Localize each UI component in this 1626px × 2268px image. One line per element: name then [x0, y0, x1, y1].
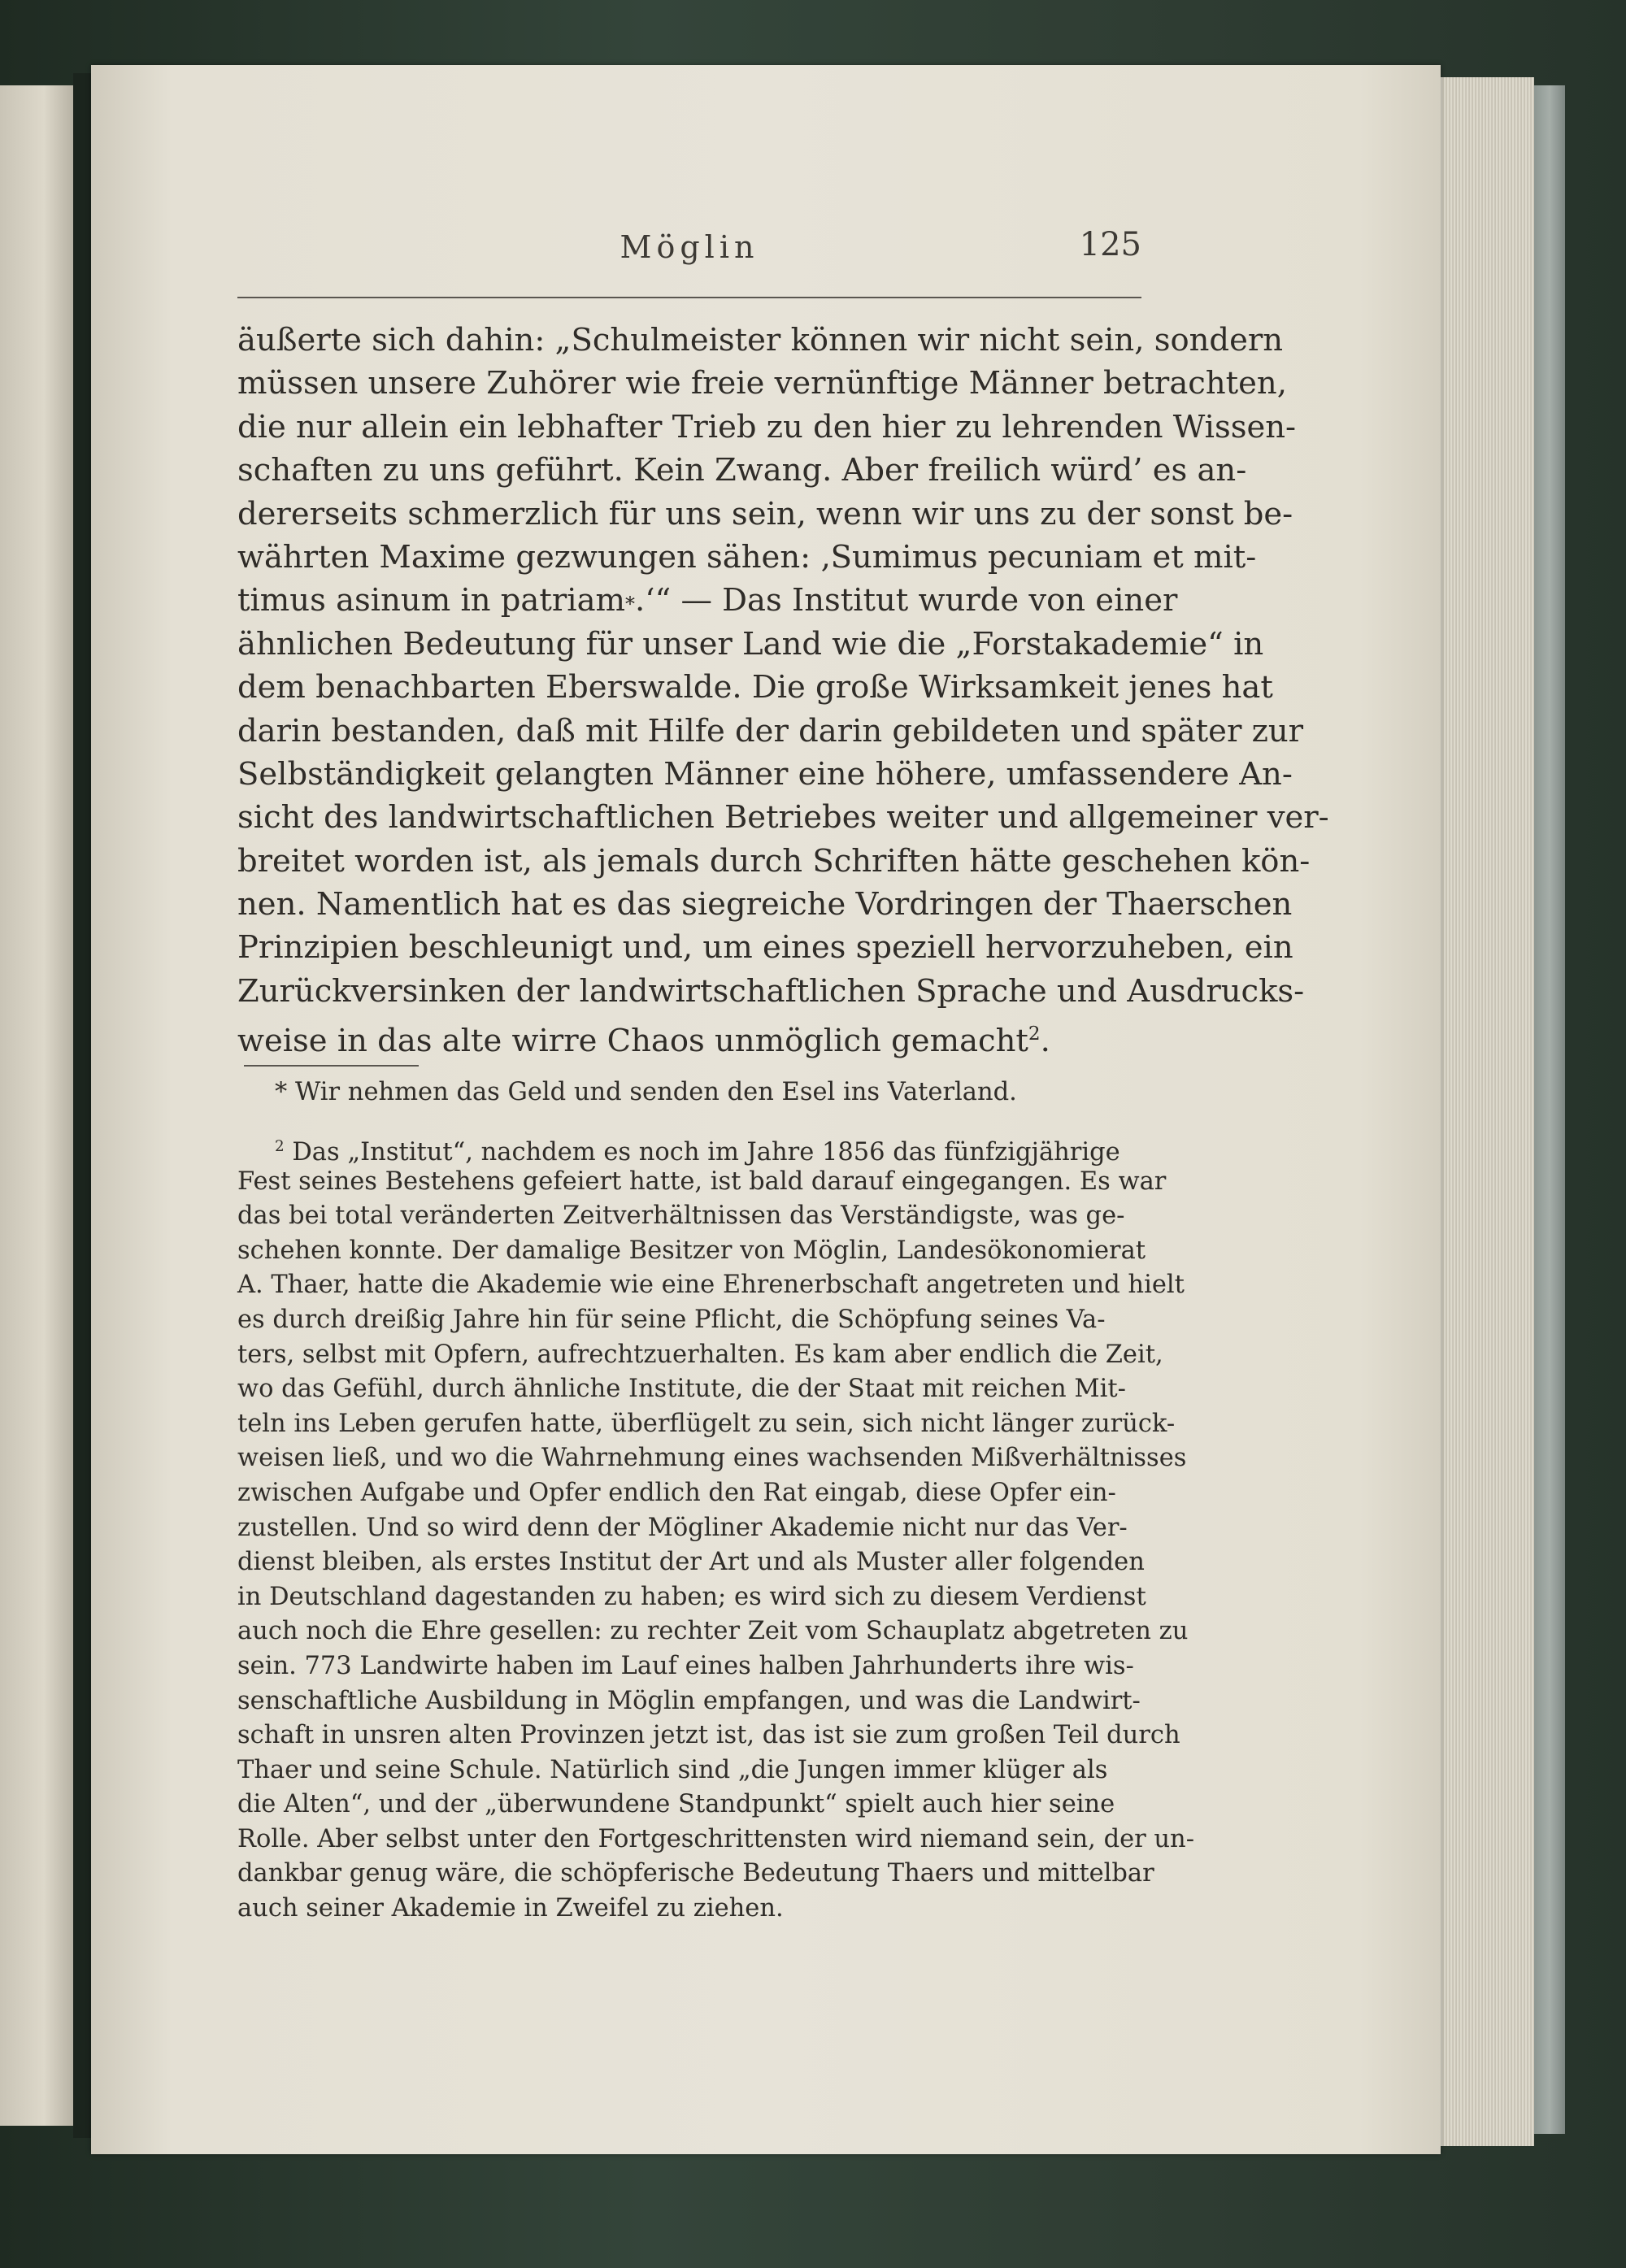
footnote-star-text: Wir nehmen das Geld und senden den Esel ins Vaterland.: [294, 1078, 1017, 1106]
footnote-line: auch seiner Akademie in Zweifel zu ziehen.: [237, 1894, 784, 1923]
footnote-2: [237, 1130, 1195, 1927]
footnote-line: zwischen Aufgabe und Opfer endlich den Rat eingab, diese Opfer ein-: [237, 1478, 1116, 1507]
text-line-start: timus asinum in patriam: [237, 582, 626, 619]
header-rule: [237, 297, 1141, 298]
footnote-line: auch noch die Ehre gesellen: zu rechter Zeit vom Schauplatz abgetreten zu: [237, 1617, 1189, 1646]
footnote-line: A. Thaer, hatte die Akademie wie eine Ehrenerbschaft angetreten und hielt: [237, 1271, 1185, 1300]
footnote-line: Rolle. Aber selbst unter den Fortgeschrittensten wird niemand sein, der un-: [237, 1824, 1195, 1853]
text-line-start: weise in das alte wirre Chaos unmöglich gemacht: [237, 1023, 1028, 1060]
footnote-line: Thaer und seine Schule. Natürlich sind „die Jungen immer klüger als: [237, 1755, 1108, 1784]
footnote-line: das bei total veränderten Zeitverhältnissen das Verständigste, was ge-: [237, 1201, 1125, 1231]
footnote-line: wo das Gefühl, durch ähnliche Institute, die der Staat mit reichen Mit-: [237, 1375, 1126, 1404]
footnote-line: schehen konnte. Der damalige Besitzer von Möglin, Landesökonomierat: [237, 1236, 1146, 1265]
footnotes: [237, 1073, 1195, 1927]
text-line: breitet worden ist, als jemals durch Schriften hätte geschehen kön-: [237, 842, 1311, 880]
page-number: 125: [1079, 226, 1141, 263]
footnote-line: [237, 1130, 1144, 1165]
text-line: ähnlichen Bedeutung für unser Land wie die „Forstakademie“ in: [237, 625, 1264, 663]
running-title: Möglin: [620, 229, 759, 265]
back-cover-board: [1534, 85, 1565, 2134]
footnote-line: teln ins Leben gerufen hatte, überflügelt zu sein, sich nicht länger zurück-: [237, 1409, 1176, 1438]
main-text: [237, 319, 1329, 1060]
text-line-end: .‘“ — Das Institut wurde von einer: [635, 582, 1178, 619]
footnote-line: es durch dreißig Jahre hin für seine Pflicht, die Schöpfung seines Va-: [237, 1305, 1106, 1334]
footnote-line: dankbar genug wäre, die schöpferische Bedeutung Thaers und mittelbar: [237, 1859, 1154, 1888]
footnote-line: die Alten“, und der „überwundene Standpunkt“ spielt auch hier seine: [237, 1790, 1115, 1819]
footnote-marker: *: [625, 593, 636, 616]
book-gutter: [73, 73, 91, 2138]
text-line: währten Maxime gezwungen sähen: ‚Sumimus pecuniam et mit-: [237, 538, 1257, 576]
text-line: Prinzipien beschleunigt und, um eines speziell hervorzuheben, ein: [237, 929, 1293, 967]
footnote-rule: [244, 1065, 419, 1067]
text-line: sicht des landwirtschaftlichen Betriebes weiter und allgemeiner ver-: [237, 799, 1329, 836]
page-block-edges: [1441, 77, 1534, 2146]
footnote-line: sein. 773 Landwirte haben im Lauf eines halben Jahrhunderts ihre wis-: [237, 1651, 1134, 1680]
text-line: Selbständigkeit gelangten Männer eine höhere, umfassendere An-: [237, 755, 1293, 793]
text-line: darin bestanden, daß mit Hilfe der darin gebildeten und später zur: [237, 712, 1304, 749]
text-line: Zurückversinken der landwirtschaftlichen Sprache und Ausdrucks-: [237, 972, 1305, 1010]
footnote-reference: 2: [1028, 1023, 1041, 1045]
text-line: schaften zu uns geführt. Kein Zwang. Aber freilich würd’ es an-: [237, 452, 1247, 489]
text-line: dererseits schmerzlich für uns sein, wenn wir uns zu der sonst be-: [237, 495, 1293, 532]
footnote-line: schaft in unsren alten Provinzen jetzt ist, das ist sie zum großen Teil durch: [237, 1721, 1180, 1750]
text-line: [237, 579, 1178, 622]
text-line: dem benachbarten Eberswalde. Die große Wirksamkeit jenes hat: [237, 669, 1273, 706]
footnote-line: dienst bleiben, als erstes Institut der Art und als Muster aller folgenden: [237, 1548, 1145, 1577]
footnote-line: zustellen. Und so wird denn der Mögliner Akademie nicht nur das Ver-: [237, 1513, 1128, 1542]
text-line: [237, 1013, 1144, 1060]
previous-page-edge: [0, 85, 73, 2126]
footnote-line: in Deutschland dagestanden zu haben; es wird sich zu diesem Verdienst: [237, 1582, 1146, 1611]
text-line: nen. Namentlich hat es das siegreiche Vordringen der Thaerschen: [237, 886, 1293, 923]
text-line: die nur allein ein lebhafter Trieb zu den hier zu lehrenden Wissen-: [237, 408, 1297, 445]
footnote-line: ters, selbst mit Opfern, aufrechtzuerhalten. Es kam aber endlich die Zeit,: [237, 1340, 1163, 1369]
footnote-line: Fest seines Bestehens gefeiert hatte, ist bald darauf eingegangen. Es war: [237, 1167, 1167, 1196]
footnote-star: [237, 1073, 1144, 1112]
footnote-star-marker: *: [275, 1078, 288, 1106]
text-line: müssen unsere Zuhörer wie freie vernünftige Männer betrachten,: [237, 365, 1287, 402]
text-line: äußerte sich dahin: „Schulmeister können wir nicht sein, sondern: [237, 322, 1284, 358]
footnote-2-marker: 2: [275, 1138, 285, 1155]
footnote-line-text: Das „Institut“, nachdem es noch im Jahre 1856 das fünfzigjährige: [292, 1138, 1120, 1167]
running-head: [237, 218, 1141, 275]
text-line-end: .: [1040, 1023, 1050, 1060]
footnote-line: weisen ließ, und wo die Wahrnehmung eines wachsenden Mißverhältnisses: [237, 1444, 1187, 1473]
footnote-line: senschaftliche Ausbildung in Möglin empfangen, und was die Landwirt-: [237, 1686, 1141, 1715]
